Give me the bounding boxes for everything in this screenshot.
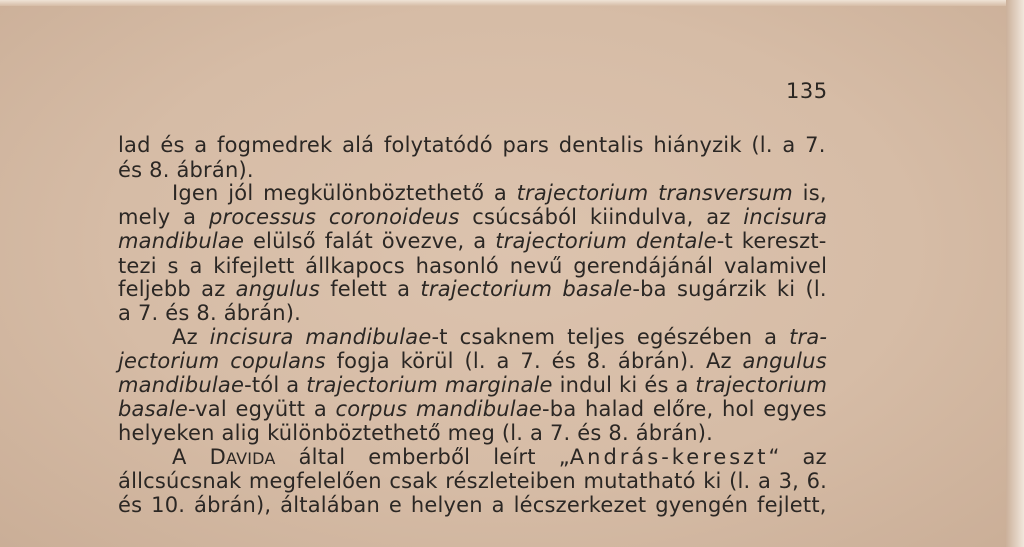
italic-term: angulus <box>235 277 320 301</box>
italic-term: trajectorium <box>695 373 828 397</box>
italic-term: basale <box>118 397 188 421</box>
text-run: csúcsából kiindulva, az <box>459 205 744 229</box>
text-run: elülső falát övezve, a <box>244 229 496 253</box>
italic-term: jectorium copulans <box>118 349 326 373</box>
italic-term: incisura <box>743 205 828 229</box>
text-line <box>118 375 827 396</box>
text-run: -t kereszt- <box>716 229 827 253</box>
text-line <box>118 495 827 516</box>
text-run: A D <box>172 445 226 469</box>
italic-term: incisura mandibulae <box>209 325 432 349</box>
text-line <box>118 160 254 181</box>
text-line <box>118 135 826 156</box>
text-run: -ba sugárzik ki (l. <box>632 277 827 301</box>
text-run: feljebb az <box>118 277 236 301</box>
text-run: fogja körül (l. a 7. és 8. ábrán). Az <box>325 349 743 373</box>
text-run: indul ki és a <box>552 373 696 397</box>
page-right-edge <box>1006 0 1024 547</box>
text-run: felett a <box>319 277 421 301</box>
text-run: -val együtt a <box>187 397 336 421</box>
text-line <box>118 231 827 252</box>
italic-term: corpus mandibulae <box>335 397 543 421</box>
text-run: Az <box>172 325 210 349</box>
text-line <box>118 207 827 228</box>
text-run: és 8. ábrán). <box>118 158 254 182</box>
page-number: 135 <box>786 79 828 103</box>
text-run: lad és a fogmedrek alá folytatódó pars dentalis hiányzik (l. a 7. <box>118 133 826 157</box>
italic-term: trajectorium transversum <box>516 181 793 205</box>
text-run: -t csaknem teljes egészében a <box>431 325 790 349</box>
text-line <box>118 256 827 277</box>
italic-term: angulus <box>742 349 827 373</box>
italic-term: mandibulae <box>118 373 245 397</box>
text-line <box>118 279 827 300</box>
page-top-edge <box>0 0 1024 6</box>
text-line <box>118 303 301 324</box>
text-run: a 7. és 8. ábrán). <box>118 301 301 325</box>
text-line <box>172 447 827 468</box>
text-run: helyeken alig különböztethető meg (l. a 7. és 8. ábrán). <box>118 421 714 445</box>
text-run: által emberből leírt „ <box>275 445 570 469</box>
text-line <box>172 327 827 348</box>
text-run: állcsúcsnak megfelelően csak részleteiben mutatható ki (l. a 3, 6. <box>118 469 828 493</box>
italic-term: trajectorium dentale <box>495 229 717 253</box>
text-run: mely a <box>118 205 209 229</box>
text-line <box>118 423 713 444</box>
text-line <box>172 183 827 204</box>
italic-term: tra- <box>789 325 828 349</box>
text-run: András-kereszt <box>569 445 769 469</box>
text-run: Igen jól megkülönböztethető a <box>172 181 517 205</box>
text-run: és 10. ábrán), általában e helyen a lécszerkezet gyengén fejlett, <box>118 493 827 517</box>
italic-term: mandibulae <box>118 229 245 253</box>
text-run: “ az <box>768 445 827 469</box>
text-run: is, <box>792 181 827 205</box>
italic-term: trajectorium basale <box>420 277 633 301</box>
text-run: tezi s a kifejlett állkapocs hasonló nevű gerendájánál valamivel <box>118 254 828 278</box>
text-run: -tól a <box>244 373 307 397</box>
text-line <box>118 351 827 372</box>
text-run: AVIDA <box>225 449 276 468</box>
text-line <box>118 399 827 420</box>
italic-term: trajectorium marginale <box>306 373 553 397</box>
text-run: -ba halad előre, hol egyes <box>542 397 827 421</box>
italic-term: processus coronoideus <box>208 205 460 229</box>
text-line <box>118 471 827 492</box>
